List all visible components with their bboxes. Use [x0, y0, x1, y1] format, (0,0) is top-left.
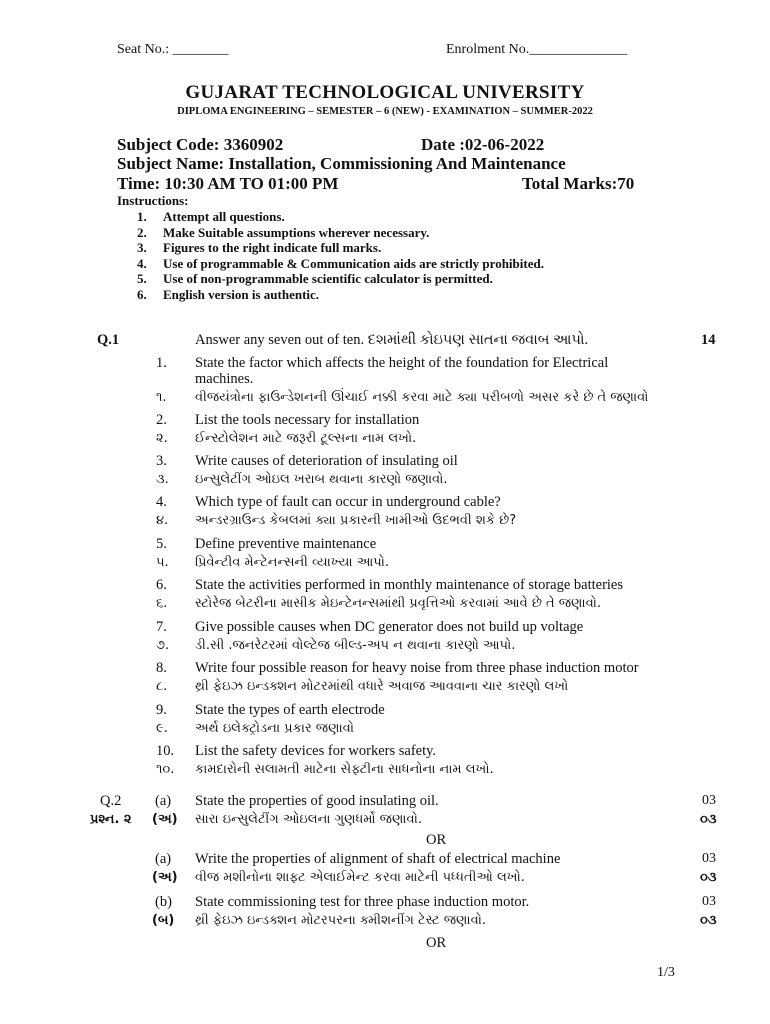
q1-prompt: Answer any seven out of ten. દશમાંથી કોઇપણ સાતના જવાબ આપો.: [195, 332, 589, 348]
q1-item-text-gu: ડી.સી .જનરેટરમાં વોલ્ટેજ બીલ્ડ-અપ ન થવાના કારણો આપો.: [195, 638, 516, 653]
q1-item-text-cont: machines.: [195, 371, 254, 387]
q1-item-number-gu: ૫.: [156, 555, 169, 570]
instruction-number: 5.: [137, 271, 147, 286]
instruction-number: 4.: [137, 255, 147, 271]
q1-item-text-gu: ઇન્સુલેટીંગ ઓઇલ ખરાબ થવાના કારણો જણાવો.: [195, 472, 448, 487]
instruction-number: 3.: [137, 240, 147, 255]
q1-marks: 14: [701, 332, 716, 348]
q1-item-text-gu: કામદારોની સલામતી માટેના સેફ્ટીના સાધનોના નામ લખો.: [195, 762, 494, 777]
instruction-text: English version is authentic.: [163, 286, 320, 302]
q2b1-gu: થ્રી ફેઇઝ ઇન્ડક્શન મોટરપરના ક્મીશનીંગ ટેસ્ટ જણાવો.: [195, 913, 487, 928]
q2a1-sub-gu: (અ): [152, 812, 178, 827]
q1-item-text: State the types of earth electrode: [195, 702, 385, 718]
q1-item-text: State the activities performed in monthly maintenance of storage batteries: [195, 577, 624, 593]
enrolment-no: Enrolment No.______________: [446, 42, 628, 57]
q1-item-number-gu: ૧૦.: [156, 762, 175, 777]
q1-item-number: 8.: [156, 660, 167, 676]
q2b1-sub-en: (b): [155, 894, 172, 910]
q1-item-number-gu: ૬.: [156, 596, 168, 611]
q1-item-number: 5.: [156, 536, 167, 552]
q1-item-number: 1.: [156, 355, 167, 371]
q2-or-1: OR: [426, 832, 447, 848]
q1-item-text-gu: થ્રી ફેઇઝ ઇન્ડક્શન મોટરમાંથી વધારે અવાજ આવવાના ચાર કારણો લખો: [195, 679, 569, 694]
q2a2-marks-gu: ૦૩: [700, 870, 717, 885]
q2b1-marks-en: 03: [702, 894, 716, 909]
exam-time: Time: 10:30 AM TO 01:00 PM: [117, 174, 339, 193]
q1-item-number: 6.: [156, 577, 167, 593]
q1-item-number: 7.: [156, 619, 167, 635]
q2a1-marks-en: 03: [702, 793, 716, 808]
q2a1-sub-en: (a): [155, 793, 172, 809]
q2a2-en: Write the properties of alignment of shaft of electrical machine: [195, 851, 561, 867]
instruction-text: Attempt all questions.: [163, 209, 285, 224]
subject-name: Subject Name: Installation, Commissioning And Maintenance: [117, 154, 566, 173]
q2a2-sub-en: (a): [155, 851, 172, 867]
q1-item-text: List the tools necessary for installation: [195, 412, 420, 428]
q1-item-text: Write four possible reason for heavy noise from three phase induction motor: [195, 660, 639, 676]
q2a1-marks-gu: ૦૩: [700, 812, 717, 827]
page-number: 1/3: [657, 965, 675, 980]
instruction-text: Make Suitable assumptions wherever necessary.: [163, 224, 430, 240]
q1-item-number: 3.: [156, 453, 167, 469]
total-marks: Total Marks:70: [522, 174, 635, 193]
q2b1-sub-gu: (બ): [152, 913, 175, 928]
q1-item-number: 10.: [156, 743, 175, 759]
instruction-number: 2.: [137, 224, 147, 240]
q1-item-number-gu: ૨.: [156, 431, 168, 446]
q2a2-gu: વીજ મશીનોના શાફ્ટ એલાઈમેન્ટ કરવા માટેની પધ્ધતીઓ લખો.: [195, 870, 525, 885]
q1-item-text-gu: સ્ટોરેજ બેટરીના માસીક મેઇન્ટેનન્સમાંથી પ્રવૃત્તિઓ કરવામાં આવે છે તે જણાવો.: [195, 596, 602, 611]
q2a1-gu: સારા ઇન્સુલેટીંગ ઓઇલના ગુણધર્મો જણાવો.: [195, 812, 422, 827]
q1-item-number-gu: ૩.: [156, 472, 169, 487]
q1-item-number: 4.: [156, 494, 167, 510]
q1-item-text: Write causes of deterioration of insulating oil: [195, 453, 458, 469]
q1-item-text-gu: અર્થ ઇલેક્ટ્રોડના પ્રકાર જણાવો: [195, 721, 354, 736]
q1-item-number-gu: ૪.: [156, 513, 169, 528]
subject-code: Subject Code: 3360902: [117, 135, 284, 154]
q1-item-number-gu: ૧.: [156, 390, 167, 405]
university-title: GUJARAT TECHNOLOGICAL UNIVERSITY: [185, 82, 585, 103]
q2b1-marks-gu: ૦૩: [700, 913, 717, 928]
q1-item-text: Define preventive maintenance: [195, 536, 377, 552]
instruction-number: 1.: [137, 209, 147, 224]
q1-item-text-gu: વીજયંત્રોના ફાઉન્ડેશનની ઊંચાઈ નક્કી કરવા માટે ક્યા પરીબળો અસર કરે છે તે જણાવો: [195, 390, 649, 405]
q2-label-gu: પ્રશ્ન. ૨: [90, 812, 132, 827]
q1-item-text-gu: પ્રિવેન્ટીવ મેન્ટેનન્સની વ્યાખ્યા આપો.: [195, 555, 390, 570]
instruction-text: Figures to the right indicate full marks.: [163, 240, 382, 255]
q1-item-text: List the safety devices for workers safety.: [195, 743, 437, 759]
q1-item-text-gu: ઈન્સ્ટોલેશન માટે જરૂરી ટૂલ્સના નામ લખો.: [195, 431, 417, 446]
q2a2-marks-en: 03: [702, 851, 716, 866]
q2-or-2: OR: [426, 935, 447, 951]
q2a1-en: State the properties of good insulating oil.: [195, 793, 439, 809]
seat-no: Seat No.: ________: [117, 42, 229, 57]
q1-item-number-gu: ૭.: [156, 638, 170, 653]
q2a2-sub-gu: (અ): [152, 870, 178, 885]
instructions-heading: Instructions:: [117, 193, 189, 208]
q1-item-text: Give possible causes when DC generator does not build up voltage: [195, 619, 584, 635]
q1-item-number-gu: ૯.: [156, 721, 168, 736]
q1-item-number: 2.: [156, 412, 167, 428]
instruction-text: Use of programmable & Communication aids are strictly prohibited.: [163, 255, 544, 271]
q1-item-number: 9.: [156, 702, 167, 718]
q1-item-text: Which type of fault can occur in underground cable?: [195, 494, 501, 510]
instruction-text: Use of non-programmable scientific calculator is permitted.: [163, 271, 493, 286]
q1-item-number-gu: ૮.: [156, 679, 168, 694]
q2b1-en: State commissioning test for three phase induction motor.: [195, 894, 530, 910]
q1-label: Q.1: [97, 332, 120, 348]
q1-item-text-gu: અન્ડરગ્રાઉન્ડ કેબલમાં ક્યા પ્રકારની ખામીઓ ઉદભવી શકે છે?: [195, 513, 517, 528]
exam-line: DIPLOMA ENGINEERING – SEMESTER – 6 (NEW) - EXAMINATION – SUMMER-2022: [177, 106, 593, 117]
q2-label-en: Q.2: [100, 793, 122, 809]
q1-item-text: State the factor which affects the height of the foundation for Electrical: [195, 355, 609, 371]
instruction-number: 6.: [137, 286, 147, 302]
exam-date: Date :02-06-2022: [421, 135, 545, 154]
